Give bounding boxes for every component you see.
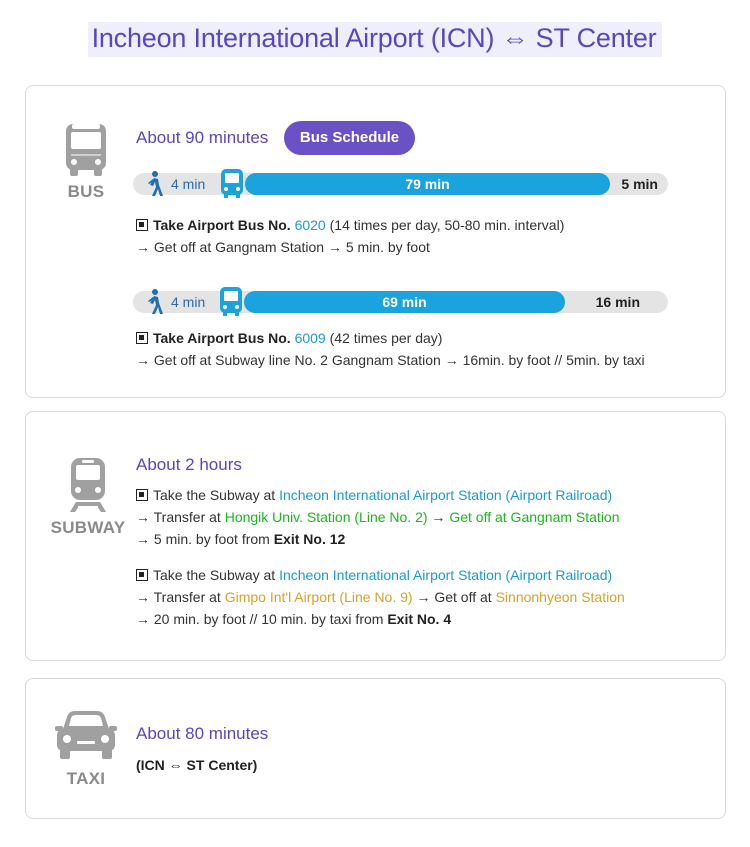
- bus-card: [25, 85, 726, 398]
- walk-time: 4 min: [171, 176, 206, 192]
- taxi-mode: [50, 709, 122, 789]
- taxi-route: (ICN ⇔ ST Center): [136, 757, 258, 773]
- subway-route-2-line-1: Take the Subway at Incheon International Airport Station (Airport Railroad): [136, 567, 612, 583]
- subway-route-1-line-2: → Transfer at Hongik Univ. Station (Line No. 2) → Get off at Gangnam Station: [136, 509, 620, 525]
- exit-number: Exit No. 12: [273, 531, 346, 547]
- bus-duration: About 90 minutes: [136, 128, 269, 147]
- subway-duration: About 2 hours: [136, 455, 242, 474]
- station-name: Gimpo Int'l Airport (Line No. 9): [224, 589, 413, 605]
- final-walk-time: 5 min: [621, 176, 658, 192]
- taxi-duration: About 80 minutes: [136, 724, 269, 743]
- bus-route-1-timeline: [133, 173, 668, 195]
- bus-route-2-line-1: Take Airport Bus No. 6009 (42 times per day): [136, 330, 442, 346]
- bus-route-2-line-2: → Get off at Subway line No. 2 Gangnam Station → 16min. by foot // 5min. by taxi: [136, 352, 645, 368]
- bus-number: 6020: [294, 217, 326, 233]
- subway-card: [25, 411, 726, 661]
- bus-route-2-timeline: [133, 291, 668, 313]
- station-name: Incheon International Airport Station (Airport Railroad): [279, 487, 613, 503]
- bullet-icon: [136, 569, 148, 581]
- page-title: Incheon International Airport (ICN) ⇔ ST Center: [88, 22, 663, 57]
- bus-route-1-line-2: → Get off at Gangnam Station → 5 min. by foot: [136, 239, 430, 255]
- bullet-icon: [136, 489, 148, 501]
- bus-icon: [62, 122, 110, 178]
- final-walk-time: 16 min: [595, 294, 640, 310]
- station-name: Get off at Gangnam Station: [449, 509, 620, 525]
- taxi-card: [25, 678, 726, 819]
- bullet-icon: [136, 332, 148, 344]
- train-icon: [66, 456, 110, 514]
- walk-icon: [145, 171, 163, 197]
- bullet-icon: [136, 219, 148, 231]
- taxi-label: TAXI: [66, 769, 106, 788]
- bus-label: BUS: [67, 182, 105, 201]
- bus-route-1-line-1: Take Airport Bus No. 6020 (14 times per day, 50-80 min. interval): [136, 217, 564, 233]
- subway-route-1-line-3: → 5 min. by foot from Exit No. 12: [136, 531, 346, 547]
- subway-route-2-line-2: → Transfer at Gimpo Int'l Airport (Line No. 9) → Get off at Sinnonhyeon Station: [136, 589, 625, 605]
- bus-ride-bar: 79 min: [245, 173, 610, 195]
- bus-number: 6009: [294, 330, 326, 346]
- bus-mode: [50, 122, 122, 202]
- station-name: Incheon International Airport Station (Airport Railroad): [279, 567, 613, 583]
- bus-ride-bar: 69 min: [244, 291, 565, 313]
- bus-small-icon: [219, 167, 245, 199]
- subway-route-2-line-3: → 20 min. by foot // 10 min. by taxi from Exit No. 4: [136, 611, 452, 627]
- subway-mode: [50, 456, 126, 538]
- bus-schedule-button[interactable]: Bus Schedule: [284, 121, 415, 155]
- station-name: Sinnonhyeon Station: [495, 589, 625, 605]
- bus-small-icon: [218, 285, 244, 317]
- subway-route-1-line-1: Take the Subway at Incheon International Airport Station (Airport Railroad): [136, 487, 612, 503]
- exit-number: Exit No. 4: [387, 611, 452, 627]
- station-name: Hongik Univ. Station (Line No. 2): [224, 509, 428, 525]
- subway-label: SUBWAY: [50, 518, 126, 537]
- walk-icon: [145, 289, 163, 315]
- walk-time: 4 min: [171, 294, 206, 310]
- car-icon: [53, 709, 119, 761]
